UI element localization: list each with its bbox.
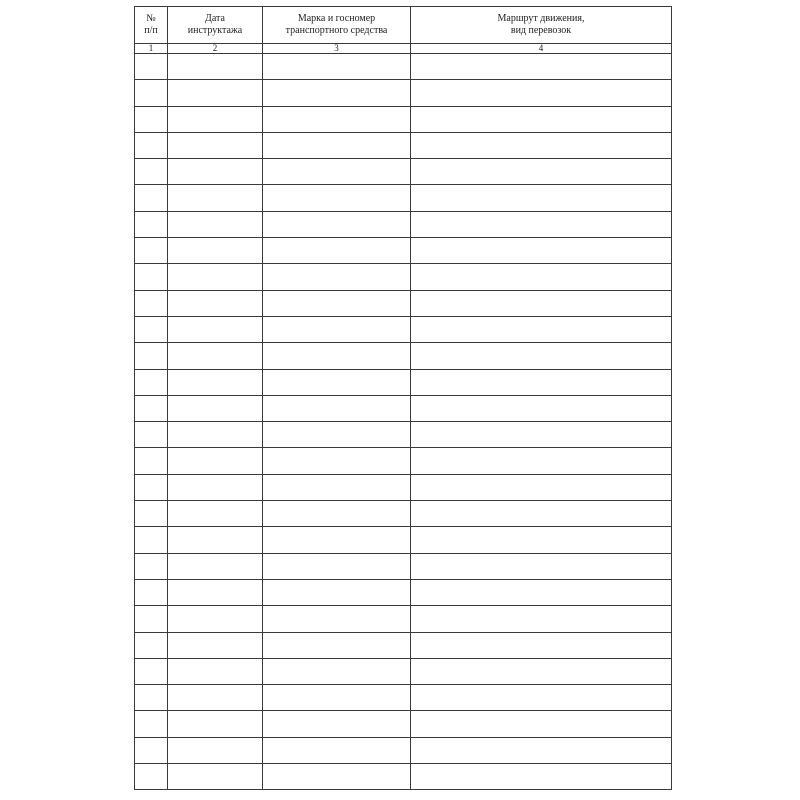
cell-date[interactable] (168, 264, 263, 290)
cell-number[interactable] (135, 185, 168, 211)
cell-route[interactable] (411, 369, 672, 395)
cell-route[interactable] (411, 422, 672, 448)
table-body (135, 54, 672, 790)
header-row (135, 7, 672, 44)
cell-number[interactable] (135, 711, 168, 737)
column-number: 1 (135, 44, 168, 54)
cell-vehicle[interactable] (263, 474, 411, 500)
cell-date[interactable] (168, 474, 263, 500)
cell-date[interactable] (168, 54, 263, 80)
cell-vehicle[interactable] (263, 238, 411, 264)
cell-route[interactable] (411, 238, 672, 264)
cell-route[interactable] (411, 132, 672, 158)
cell-route[interactable] (411, 106, 672, 132)
table-row (135, 211, 672, 237)
cell-number[interactable] (135, 474, 168, 500)
cell-number[interactable] (135, 211, 168, 237)
cell-date[interactable] (168, 316, 263, 342)
cell-route[interactable] (411, 553, 672, 579)
cell-date[interactable] (168, 159, 263, 185)
cell-route[interactable] (411, 159, 672, 185)
cell-vehicle[interactable] (263, 54, 411, 80)
cell-date[interactable] (168, 764, 263, 790)
cell-number[interactable] (135, 290, 168, 316)
column-header-line: № (146, 13, 156, 24)
cell-number[interactable] (135, 106, 168, 132)
cell-route[interactable] (411, 264, 672, 290)
cell-route[interactable] (411, 211, 672, 237)
column-number: 4 (411, 44, 672, 54)
table-row (135, 422, 672, 448)
cell-number[interactable] (135, 764, 168, 790)
cell-route[interactable] (411, 527, 672, 553)
cell-vehicle[interactable] (263, 80, 411, 106)
cell-date[interactable] (168, 685, 263, 711)
cell-number[interactable] (135, 685, 168, 711)
cell-date[interactable] (168, 395, 263, 421)
cell-number[interactable] (135, 606, 168, 632)
cell-vehicle[interactable] (263, 632, 411, 658)
column-header-date (168, 7, 263, 44)
cell-date[interactable] (168, 579, 263, 605)
cell-number[interactable] (135, 80, 168, 106)
cell-number[interactable] (135, 527, 168, 553)
cell-route[interactable] (411, 579, 672, 605)
cell-date[interactable] (168, 448, 263, 474)
table-row (135, 711, 672, 737)
cell-vehicle[interactable] (263, 685, 411, 711)
cell-vehicle[interactable] (263, 764, 411, 790)
column-header-route (411, 7, 672, 44)
table-row (135, 579, 672, 605)
cell-date[interactable] (168, 658, 263, 684)
cell-vehicle[interactable] (263, 132, 411, 158)
cell-number[interactable] (135, 316, 168, 342)
cell-vehicle[interactable] (263, 316, 411, 342)
cell-route[interactable] (411, 658, 672, 684)
table-row (135, 395, 672, 421)
cell-date[interactable] (168, 185, 263, 211)
column-header-vehicle (263, 7, 411, 44)
cell-number[interactable] (135, 369, 168, 395)
cell-route[interactable] (411, 54, 672, 80)
cell-date[interactable] (168, 106, 263, 132)
column-header-line: инструктажа (187, 25, 243, 36)
cell-vehicle[interactable] (263, 711, 411, 737)
cell-vehicle[interactable] (263, 159, 411, 185)
cell-date[interactable] (168, 343, 263, 369)
table-row (135, 54, 672, 80)
cell-date[interactable] (168, 211, 263, 237)
cell-date[interactable] (168, 737, 263, 763)
cell-route[interactable] (411, 764, 672, 790)
cell-vehicle[interactable] (263, 185, 411, 211)
cell-route[interactable] (411, 448, 672, 474)
cell-number[interactable] (135, 159, 168, 185)
cell-date[interactable] (168, 369, 263, 395)
table-row (135, 264, 672, 290)
cell-number[interactable] (135, 579, 168, 605)
cell-vehicle[interactable] (263, 527, 411, 553)
cell-vehicle[interactable] (263, 579, 411, 605)
cell-route[interactable] (411, 685, 672, 711)
cell-number[interactable] (135, 553, 168, 579)
table-row (135, 606, 672, 632)
cell-route[interactable] (411, 185, 672, 211)
cell-number[interactable] (135, 422, 168, 448)
cell-vehicle[interactable] (263, 422, 411, 448)
instruction-journal-table (134, 6, 672, 790)
cell-date[interactable] (168, 422, 263, 448)
column-header-line: вид перевозок (510, 25, 572, 36)
table-row (135, 632, 672, 658)
column-header-line: п/п (144, 25, 158, 36)
column-header-line: Дата (205, 13, 225, 24)
table-row (135, 474, 672, 500)
cell-date[interactable] (168, 711, 263, 737)
table-row (135, 527, 672, 553)
column-header-number (135, 7, 168, 44)
cell-route[interactable] (411, 290, 672, 316)
column-number-row (135, 44, 672, 54)
table-row (135, 343, 672, 369)
table-row (135, 106, 672, 132)
cell-date[interactable] (168, 132, 263, 158)
cell-date[interactable] (168, 290, 263, 316)
cell-date[interactable] (168, 632, 263, 658)
table-row (135, 501, 672, 527)
cell-number[interactable] (135, 132, 168, 158)
table-row (135, 80, 672, 106)
table-row (135, 448, 672, 474)
cell-vehicle[interactable] (263, 737, 411, 763)
table-row (135, 737, 672, 763)
table-row (135, 238, 672, 264)
cell-date[interactable] (168, 553, 263, 579)
column-number: 2 (168, 44, 263, 54)
table-row (135, 316, 672, 342)
cell-number[interactable] (135, 238, 168, 264)
cell-route[interactable] (411, 474, 672, 500)
cell-route[interactable] (411, 395, 672, 421)
table-row (135, 369, 672, 395)
cell-route[interactable] (411, 632, 672, 658)
cell-date[interactable] (168, 527, 263, 553)
table-row (135, 290, 672, 316)
cell-vehicle[interactable] (263, 501, 411, 527)
cell-vehicle[interactable] (263, 211, 411, 237)
cell-route[interactable] (411, 606, 672, 632)
cell-number[interactable] (135, 343, 168, 369)
cell-date[interactable] (168, 501, 263, 527)
journal-page (134, 6, 671, 796)
table-row (135, 132, 672, 158)
table-row (135, 685, 672, 711)
cell-route[interactable] (411, 316, 672, 342)
cell-route[interactable] (411, 343, 672, 369)
cell-date[interactable] (168, 80, 263, 106)
table-row (135, 764, 672, 790)
cell-vehicle[interactable] (263, 606, 411, 632)
table-row (135, 159, 672, 185)
cell-number[interactable] (135, 395, 168, 421)
table-row (135, 658, 672, 684)
cell-number[interactable] (135, 54, 168, 80)
cell-vehicle[interactable] (263, 106, 411, 132)
cell-vehicle[interactable] (263, 343, 411, 369)
cell-vehicle[interactable] (263, 290, 411, 316)
cell-number[interactable] (135, 632, 168, 658)
cell-date[interactable] (168, 606, 263, 632)
cell-vehicle[interactable] (263, 369, 411, 395)
table-row (135, 185, 672, 211)
column-header-line: Маршрут движения, (497, 13, 585, 24)
column-header-line: транспортного средства (285, 25, 388, 36)
cell-number[interactable] (135, 448, 168, 474)
column-number: 3 (263, 44, 411, 54)
cell-route[interactable] (411, 711, 672, 737)
cell-number[interactable] (135, 737, 168, 763)
cell-number[interactable] (135, 501, 168, 527)
cell-number[interactable] (135, 264, 168, 290)
cell-date[interactable] (168, 238, 263, 264)
cell-number[interactable] (135, 658, 168, 684)
cell-vehicle[interactable] (263, 553, 411, 579)
cell-vehicle[interactable] (263, 264, 411, 290)
cell-vehicle[interactable] (263, 395, 411, 421)
column-header-line: Марка и госномер (297, 13, 376, 24)
cell-route[interactable] (411, 80, 672, 106)
cell-vehicle[interactable] (263, 448, 411, 474)
cell-vehicle[interactable] (263, 658, 411, 684)
cell-route[interactable] (411, 737, 672, 763)
cell-route[interactable] (411, 501, 672, 527)
table-row (135, 553, 672, 579)
